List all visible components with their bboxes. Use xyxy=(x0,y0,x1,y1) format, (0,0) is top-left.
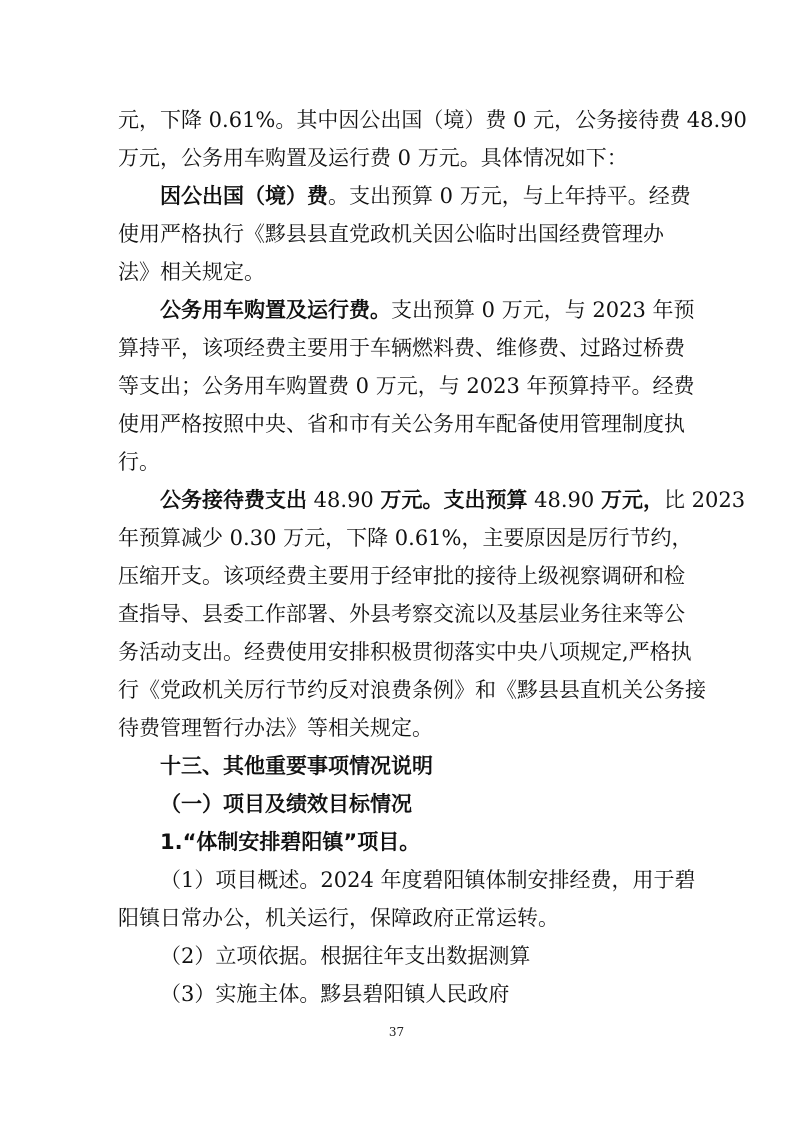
paragraph-heading: 公务接待费支出 xyxy=(160,488,307,512)
text-line: 使用严格按照中央、省和市有关公务用车配备使用管理制度执 xyxy=(118,412,685,436)
section-title: 十三、其他重要事项情况说明 xyxy=(160,754,433,778)
text-line: 万元，公务用车购置及运行费 0 万元。具体情况如下： xyxy=(118,146,628,170)
bold-span: 万元， xyxy=(600,488,664,512)
text-line: 压缩开支。该项经费主要用于经审批的接待上级视察调研和检 xyxy=(118,564,685,588)
text-line: 行。 xyxy=(118,450,160,474)
text-line: 阳镇日常办公，机关运行，保障政府正常运转。 xyxy=(118,906,559,930)
item-title: 1.“体制安排碧阳镇”项目。 xyxy=(160,830,421,854)
text-line: （2）立项依据。根据往年支出数据测算 xyxy=(160,944,531,968)
text-span: 。支出预算 0 万元，与上年持平。经费 xyxy=(328,184,691,208)
text-span: 比 2023 xyxy=(663,488,746,512)
paragraph-heading: 公务用车购置及运行费。 xyxy=(160,298,391,322)
text-line: 行《党政机关厉行节约反对浪费条例》和《黟县县直机关公务接 xyxy=(118,678,706,702)
text-span: 48.90 xyxy=(527,488,601,512)
text-line: 使用严格执行《黟县县直党政机关因公临时出国经费管理办 xyxy=(118,222,664,246)
page-number: 37 xyxy=(388,1025,405,1039)
text-line: 算持平，该项经费主要用于车辆燃料费、维修费、过路过桥费 xyxy=(118,336,685,360)
text-line: 等支出；公务用车购置费 0 万元，与 2023 年预算持平。经费 xyxy=(118,374,695,398)
bold-span: 万元。支出预算 xyxy=(380,488,528,512)
text-line xyxy=(160,180,698,212)
text-line: 法》相关规定。 xyxy=(118,260,265,284)
text-line: 务活动支出。经费使用安排积极贯彻落实中央八项规定,严格执 xyxy=(118,640,692,664)
text-line: 待费管理暂行办法》等相关规定。 xyxy=(118,716,433,740)
text-span: 支出预算 0 万元，与 2023 年预 xyxy=(391,298,695,322)
text-span: 48.90 xyxy=(307,488,381,512)
text-line xyxy=(160,294,698,326)
text-line xyxy=(160,484,746,516)
text-line: （1）项目概述。2024 年度碧阳镇体制安排经费，用于碧 xyxy=(160,868,696,892)
text-line: 元，下降 0.61%。其中因公出国（境）费 0 元，公务接待费 48.90 xyxy=(118,108,747,132)
text-line: 查指导、县委工作部署、外县考察交流以及基层业务往来等公 xyxy=(118,602,685,626)
text-line: 年预算减少 0.30 万元，下降 0.61%，主要原因是厉行节约， xyxy=(118,526,693,550)
subsection-title: （一）项目及绩效目标情况 xyxy=(160,792,412,816)
paragraph-heading: 因公出国（境）费 xyxy=(160,184,328,208)
text-line: （3）实施主体。黟县碧阳镇人民政府 xyxy=(160,982,510,1006)
